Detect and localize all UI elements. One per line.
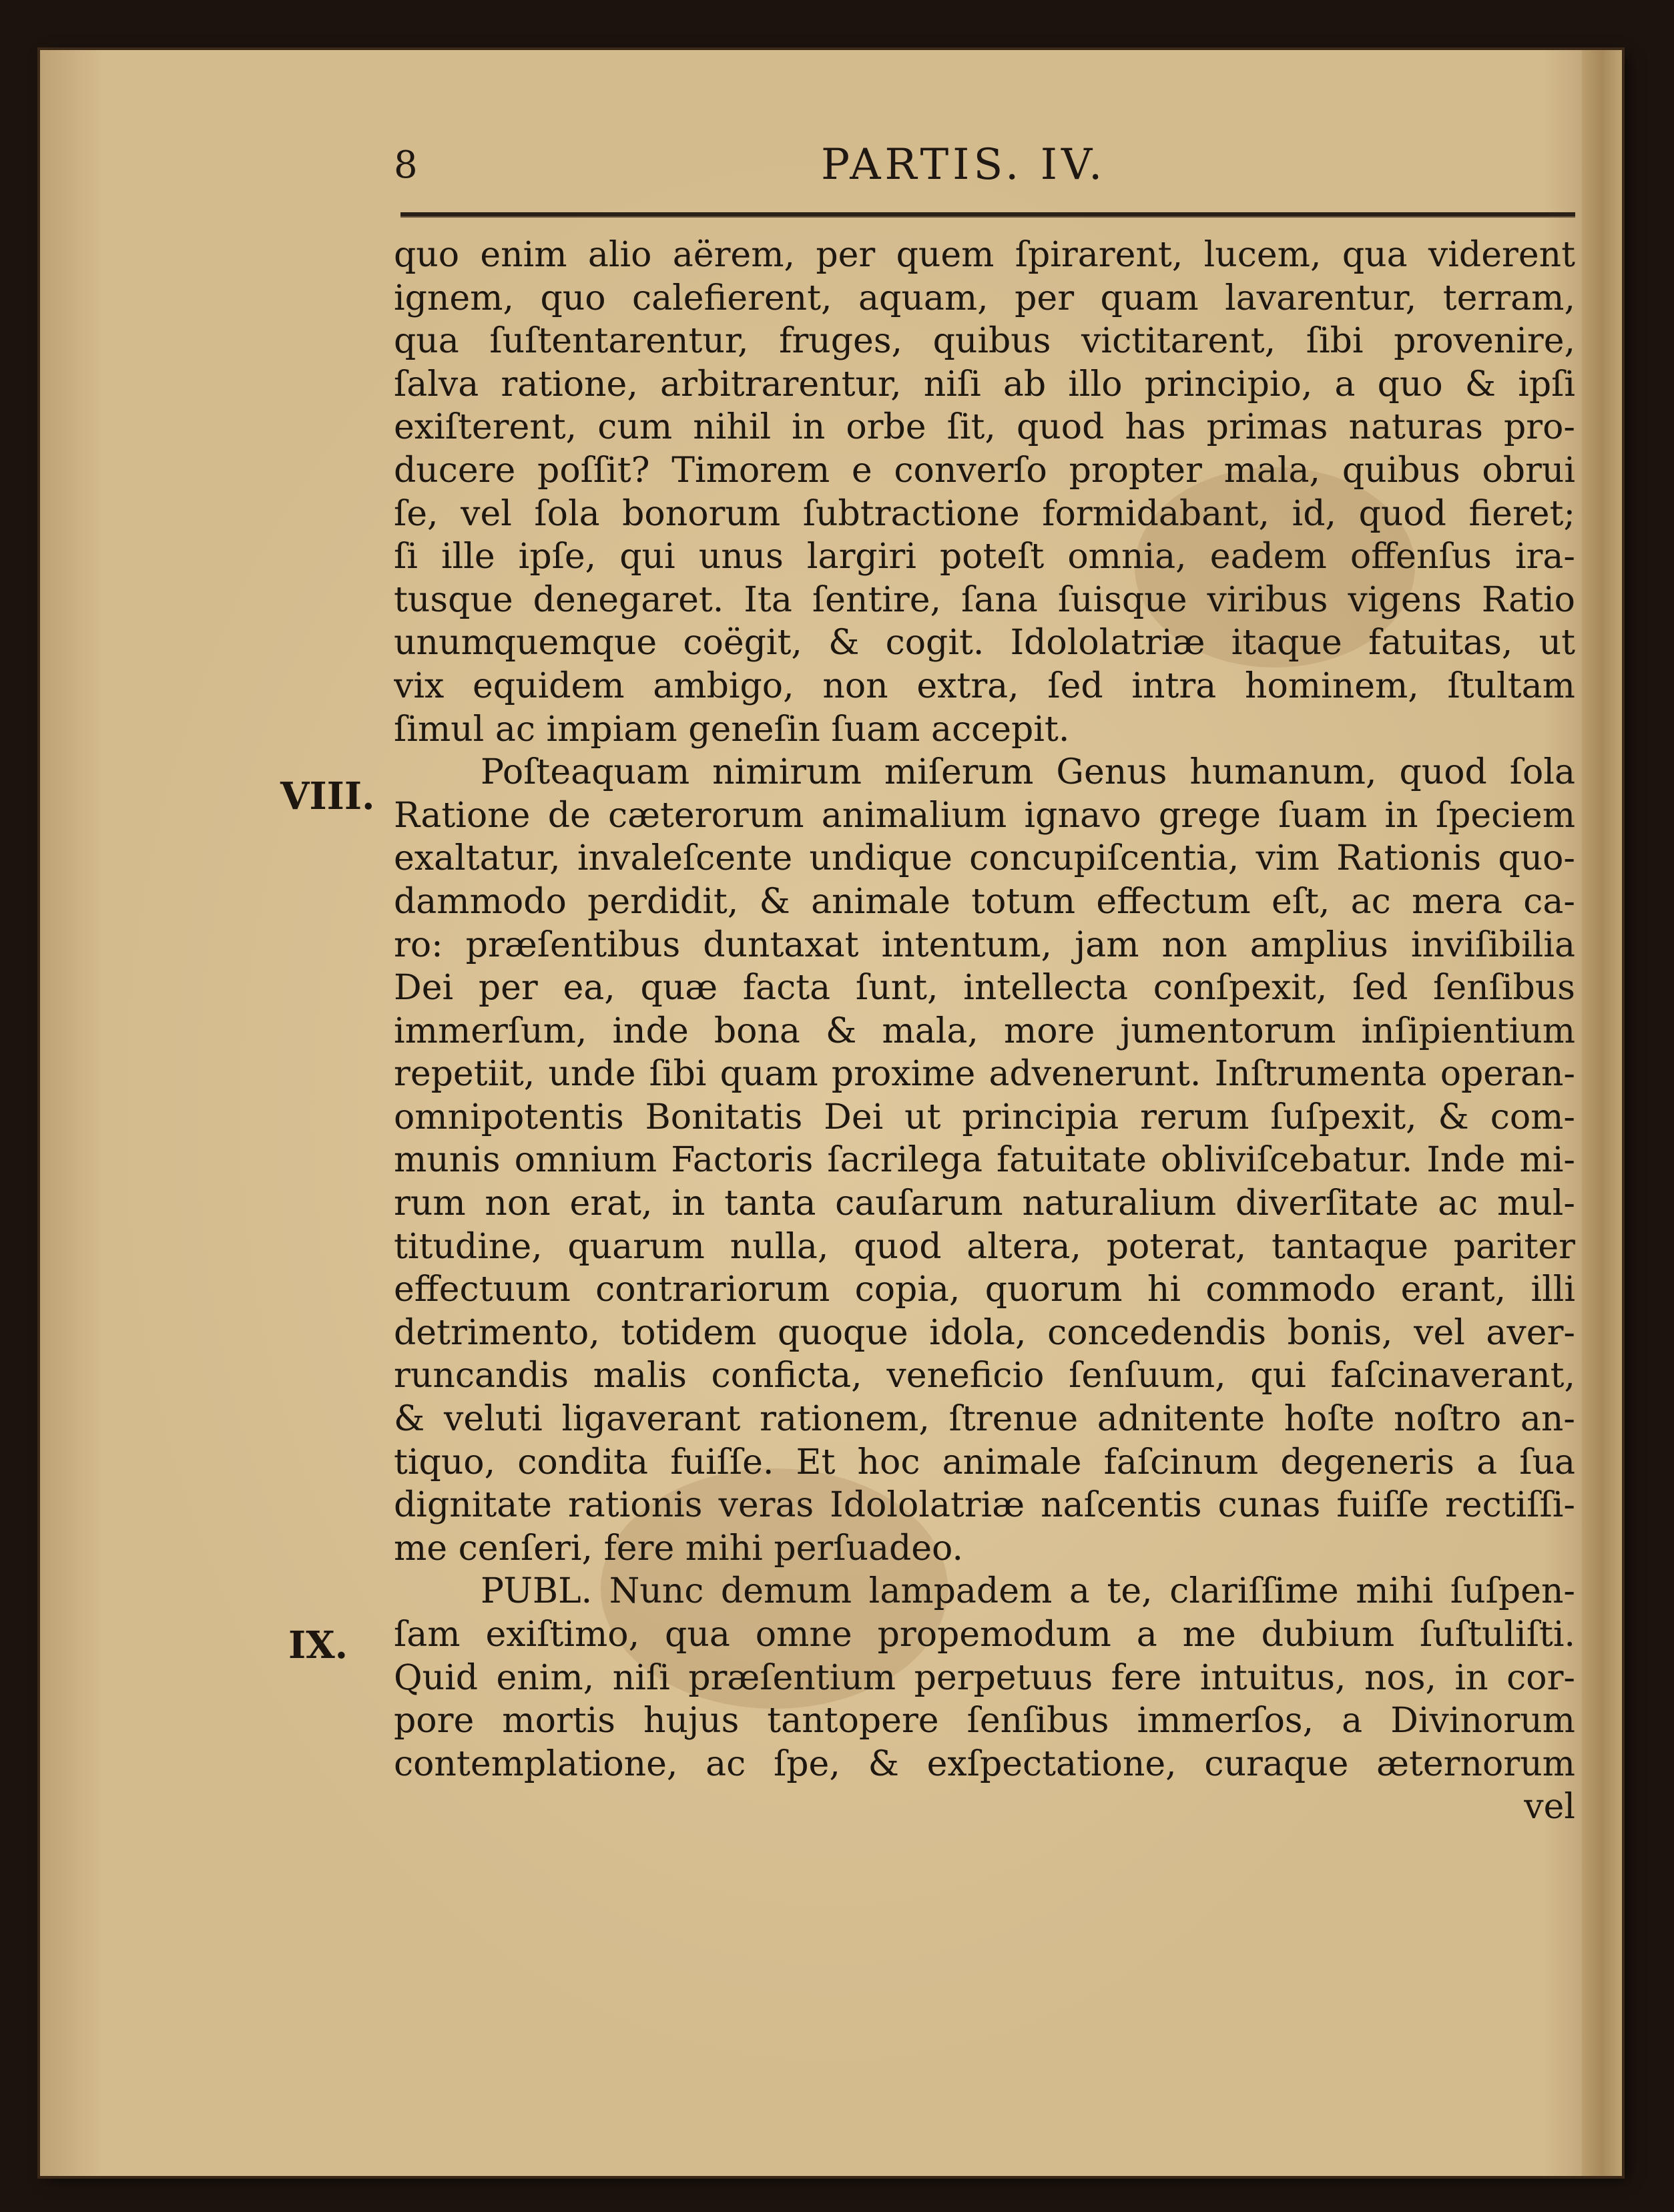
running-title: PARTIS. IV.	[821, 140, 1107, 190]
text-line: & veluti ligaverant rationem, ſtrenue adnitente hoſte noſtro an-	[394, 1399, 1575, 1440]
body-text	[394, 234, 1575, 1829]
text-line: ro: præſentibus duntaxat intentum, jam non amplius inviſibilia	[394, 924, 1575, 965]
text-line: runcandis malis conficta, veneficio ſenſuum, qui faſcinaverant,	[394, 1356, 1575, 1396]
text-line: dignitate rationis veras Idololatriæ naſcentis cunas fuiſſe rectiſſi-	[394, 1485, 1575, 1526]
text-line: omnipotentis Bonitatis Dei ut principia rerum ſuſpexit, & com-	[394, 1097, 1575, 1137]
text-line: repetiit, unde ſibi quam proxime advenerunt. Inſtrumenta operan-	[394, 1054, 1575, 1095]
text-line: dammodo perdidit, & animale totum effectum eſt, ac mera ca-	[394, 881, 1575, 922]
text-line: ducere poſſit? Timorem e converſo propter mala, quibus obrui	[394, 450, 1575, 491]
text-line: exaltatur, invaleſcente undique concupiſcentia, vim Rationis quo-	[394, 838, 1575, 879]
text-line: qua ſuſtentarentur, fruges, quibus victitarent, ſibi provenire,	[394, 321, 1575, 362]
text-line: rum non erat, in tanta cauſarum naturalium diverſitate ac mul-	[394, 1183, 1575, 1224]
text-line: Quid enim, niſi præſentium perpetuus fere intuitus, nos, in cor-	[394, 1657, 1575, 1698]
text-line: ſi ille ipſe, qui unus largiri poteſt omnia, eadem offenſus ira-	[394, 537, 1575, 577]
text-line: pore mortis hujus tantopere ſenſibus immerſos, a Divinorum	[394, 1701, 1575, 1741]
text-line: munis omnium Factoris ſacrilega fatuitate obliviſcebatur. Inde mi-	[394, 1140, 1575, 1181]
text-line: detrimento, totidem quoque idola, concedendis bonis, vel aver-	[394, 1312, 1575, 1353]
running-head	[394, 137, 1595, 197]
text-line: effectuum contrariorum copia, quorum hi commodo erant, illi	[394, 1270, 1575, 1310]
paragraph-start-line: Poſteaquam nimirum miſerum Genus humanum, quod ſola	[481, 752, 1575, 793]
page-number: 8	[394, 144, 418, 187]
text-line: ignem, quo calefierent, aquam, per quam lavarentur, terram,	[394, 278, 1575, 318]
catchword: vel	[1524, 1787, 1575, 1828]
section-number-viii: VIII.	[280, 774, 375, 818]
text-line: ſalva ratione, arbitrarentur, niſi ab illo principio, a quo & ipſi	[394, 364, 1575, 404]
text-line: quo enim alio aërem, per quem ſpirarent, lucem, qua viderent	[394, 235, 1575, 275]
text-line: Dei per ea, quæ facta ſunt, intellecta conſpexit, ſed ſenſibus	[394, 968, 1575, 1009]
text-line: exiſterent, cum nihil in orbe ſit, quod has primas naturas pro-	[394, 407, 1575, 448]
header-rule	[400, 212, 1575, 218]
text-line: me cenſeri, fere mihi perſuadeo.	[394, 1528, 963, 1569]
text-line: contemplatione, ac ſpe, & exſpectatione, curaque æternorum	[394, 1743, 1575, 1784]
paragraph-start-line: PUBL. Nunc demum lampadem a te, clariſſime mihi ſuſpen-	[481, 1571, 1575, 1612]
text-line: tusque denegaret. Ita ſentire, ſana ſuisque viribus vigens Ratio	[394, 579, 1575, 620]
text-line: ſe, vel ſola bonorum ſubtractione formidabant, id, quod fieret;	[394, 493, 1575, 534]
text-line: unumquemque coëgit, & cogit. Idololatriæ itaque fatuitas, ut	[394, 623, 1575, 663]
text-line: ſimul ac impiam geneſin ſuam accepit.	[394, 709, 1070, 750]
text-line: vix equidem ambigo, non extra, ſed intra hominem, ſtultam	[394, 665, 1575, 706]
text-line: tiquo, condita fuiſſe. Et hoc animale faſcinum degeneris a ſua	[394, 1442, 1575, 1482]
text-line: ſam exiſtimo, qua omne propemodum a me dubium ſuſtuliſti.	[394, 1615, 1575, 1655]
text-line: Ratione de cæterorum animalium ignavo grege ſuam in ſpeciem	[394, 795, 1575, 836]
text-line: titudine, quarum nulla, quod altera, poterat, tantaque pariter	[394, 1226, 1575, 1267]
page-edge-shadow	[1582, 50, 1622, 2176]
text-line: immerſum, inde bona & mala, more jumentorum inſipientium	[394, 1011, 1575, 1051]
section-number-ix: IX.	[288, 1623, 348, 1667]
